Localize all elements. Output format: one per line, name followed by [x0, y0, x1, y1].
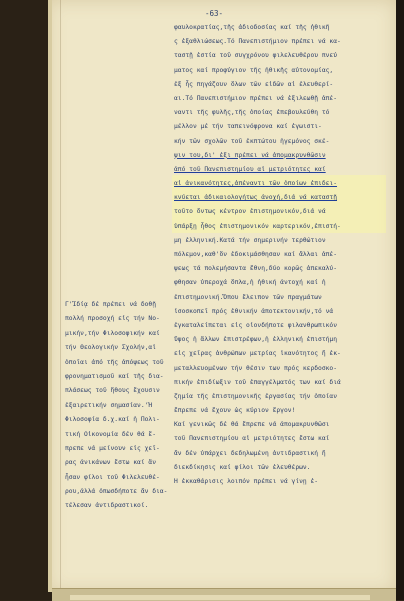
- main-text-line: Καί γενικῶς δέ θά ἔπρεπε νά ἀπομακρυνθῶσι: [174, 421, 330, 429]
- main-text-line: ταστῇ ἑστία τοῦ συγχρόνου φιλελευθέρου πνεύ: [174, 52, 338, 60]
- main-text-column: [174, 21, 392, 489]
- margin-text-line: φρονηματισμοῦ καί τῆς δια-: [65, 372, 164, 380]
- main-text-line: μέλλον μέ τήν ταπεινόφρονα καί ἐγωιστι-: [174, 123, 322, 131]
- main-text-line: ἐξ ἧς πηγάζουν ὅλων τῶν εἰδῶν αἱ ἐλευθερί-: [174, 80, 334, 88]
- main-text-line: μη ἑλληνική.Κατά τήν σημερινήν τερθώτιον: [174, 236, 326, 244]
- page-right-shadow: [396, 0, 404, 600]
- main-text-line: διεκδίκησις καί φίλοι τῶν ἐλευθέρων.: [174, 463, 311, 471]
- page-left-edge: [48, 0, 52, 592]
- margin-text-line: πρεπε νά μείνουν εἰς χεῖ-: [65, 444, 160, 452]
- margin-text-line: ὁποῖαι ἀπό τῆς ἀπόψεως τοῦ: [65, 358, 164, 366]
- main-text-line: ὑπάρξῃ ἦθος ἐπιστημονικόν καρτερικόν,ἐπιστή-: [174, 222, 341, 230]
- main-text-line: φθησαν ὑπεροχά ὅπλα,ἡ ἠθική ἀντοχή καί ἡ: [174, 279, 326, 287]
- page-number: -63-: [205, 9, 224, 18]
- main-text-line: ἔπρεπε νά ἔχουν ὡς κύριον ἔργον!: [174, 407, 296, 415]
- main-text-line: ψιν του,δι' ἐξι πρέπει νά ἀπομακρυνθῶσιν: [174, 151, 326, 159]
- main-text-line: ἰσοσκοπεῖ πρός ἐθνικήν ἀποτεκτονικήν,τό νά: [174, 307, 334, 315]
- main-text-line: πικήν ἐπιδίωξιν τοῦ ἐπαγγέλματός των καί διά: [174, 378, 341, 386]
- margin-text-line: τήν Θεολογικήν Σχολήν,αἱ: [65, 344, 156, 352]
- main-text-line: πόλεμον,καθ'ὅν ἐδοκιμάσθησαν καί ἄλλαι ἀπέ-: [174, 251, 338, 258]
- margin-text-line: Γ'Ἰδίᾳ δέ πρέπει νά δοθῇ: [65, 301, 156, 308]
- main-text-line: ὕψος ἡ ἄλλων ἐπιστρέφων,ἡ ἑλληνική ἐπιστήμη: [174, 336, 338, 344]
- page-crease: [60, 0, 61, 592]
- main-text-line: Ἡ ἐκκαθάρισις λοιπόν πρέπει νά γίνῃ ἐ-: [174, 478, 319, 485]
- main-text-line: μεταλλευομένων τήν θέσιν των πρός κερδοσκο-: [174, 364, 338, 372]
- main-text-line: φαυλοκρατίας,τῆς ἀδιοδοσίας καί τῆς ἠθικῆ: [174, 24, 330, 31]
- main-text-line: αἱ ἀνικανότητες,ἀπέναντι τῶν ὁποίων ἐπιδει-: [174, 180, 338, 188]
- margin-text-line: μικήν,τήν Φιλοσοφικήν καί: [65, 329, 160, 337]
- main-text-line: ς ἐξαθλιώσεως.Τό Πανεπιστήμιον πρέπει νά κα-: [174, 38, 341, 46]
- margin-text-line: ρας ἀνικάνων ἔστω καί ἄν: [65, 459, 156, 467]
- main-text-line: ἀπό τοῦ Πανεπιστημίου αἱ μετριότητες καί: [174, 165, 326, 173]
- main-text-line: κνύεται ἀδικαιολογήτως ἀνοχή,διά νά καταστῇ: [174, 194, 338, 202]
- main-text-line: ζημία τῆς ἐπιστημονικῆς ἐργασίας τήν ὁποίαν: [174, 392, 338, 400]
- margin-text-line: Φιλοσοφία δ.χ.καί ἡ Πολι-: [65, 416, 160, 424]
- main-text-line: ἄν δέν ὑπάρχει δεδηλωμένη ἀντιδραστική ἤ: [174, 449, 326, 457]
- main-text-line: τοῦτο ὄντως κέντρον ἐπιστημονικόν,διά νά: [174, 208, 326, 216]
- main-text-line: ἐπιστημονική.Ὅπου ἔλειπον τῶν πραγμάτων: [174, 293, 322, 301]
- main-text-line: ναντι τῆς φυλῆς,τῆς ὁποίας ἐπεβουλεύθη τό: [174, 109, 330, 117]
- left-margin-column: [65, 298, 171, 514]
- main-text-line: αι.Τό Πανεπιστήμιον πρέπει νά ἐξιλεωθῇ ἀπέ-: [174, 94, 338, 102]
- margin-text-line: τική Οἰκονομία δέν θά ἔ-: [65, 430, 156, 438]
- main-text-line: εἰς χεῖρας ἀνθρώπων μετρίας ἱκανότητος ἤ ἐκ-: [174, 350, 341, 358]
- main-text-line: κήν τῶν σχολῶν τοῦ ἐκπτώτου ἡγεμόνος σκέ-: [174, 137, 330, 145]
- margin-text-line: ἦσαν φίλοι τοῦ Φιλελευθέ-: [65, 473, 160, 481]
- main-text-line: ἐγκαταλείπεται εἰς οἰονδήποτε φιλανθρωπικόν: [174, 321, 338, 329]
- margin-text-line: πλάσεως τοῦ ἤθους ἔχουσιν: [65, 387, 160, 395]
- main-text-line: ματος καί προφύγιον τῆς ἠθικῆς αὐτονομίας,: [174, 66, 334, 74]
- margin-text-line: πολλή προσοχή εἰς τήν Νο-: [65, 315, 160, 323]
- main-text-line: ψεως τά πολεμήσαντα ἔθνη,δύο κορῶς ἀπεκαλύ-: [174, 265, 338, 273]
- page-stack-bottom-inner: [70, 595, 370, 600]
- margin-text-line: τέλεσαν ἀντιδραστικοί.: [65, 502, 149, 510]
- margin-text-line: ρου,ἀλλά ὀπωσδήποτε ἄν δια-: [65, 488, 168, 496]
- margin-text-line: ἐξαιρετικήν σημασίαν.'Ἡ: [65, 401, 153, 409]
- main-text-line: τοῦ Πανεπιστημίου αἱ μετριότητες ἔστω καί: [174, 435, 330, 443]
